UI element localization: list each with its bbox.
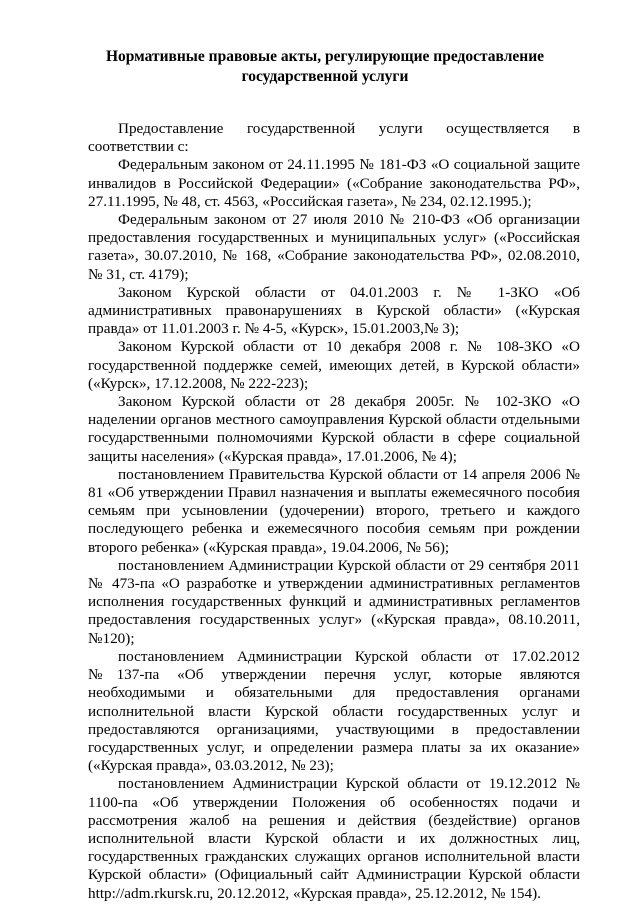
legal-act-paragraph: Законом Курской области от 10 декабря 2008 г. № 108-ЗКО «О государственной поддержке семей, имеющих детей, в Курской области» («Курск», 17.12.2008, № 222-223); bbox=[88, 338, 580, 392]
document-title: Нормативные правовые акты, регулирующие предоставление государственной услуги bbox=[105, 48, 545, 85]
intro-paragraph: Предоставление государственной услуги осуществляется в соответствии с: bbox=[88, 120, 580, 156]
legal-act-paragraph: постановлением Администрации Курской области от 29 сентября 2011 № 473-па «О разработке и утверждении административных регламентов исполнения государственных функций и административных регламентов предоставления государственных услуг» («Курская правда», 08.10.2011, №120); bbox=[88, 556, 580, 647]
legal-act-paragraph: Федеральным законом от 27 июля 2010 № 210-ФЗ «Об организации предоставления государственных и муниципальных услуг» («Российская газета», 30.07.2010, № 168, «Собрание законодательства РФ», 02.08.2010, № 31, ст. 4179); bbox=[88, 211, 580, 283]
document-body bbox=[88, 120, 580, 903]
legal-act-paragraph: Законом Курской области от 28 декабря 2005г. № 102-ЗКО «О наделении органов местного самоуправления Курской области отдельными государственными полномочиями Курской области в сфере социальной защиты населения» («Курская правда», 17.01.2006, № 4); bbox=[88, 393, 580, 465]
legal-act-paragraph: постановлением Администрации Курской области от 17.02.2012 №137-па «Об утверждении перечня услуг, которые являются необходимыми и обязательными для предоставления органами исполнительной власти Курской области государственных услуг и предоставляются организациями, участвующими в предоставлении государственных услуг, и определении размера платы за их оказание» («Курская правда», 03.03.2012, № 23); bbox=[88, 647, 580, 775]
legal-act-paragraph: Законом Курской области от 04.01.2003 г. № 1-ЗКО «Об административных правонарушениях в Курской области» («Курская правда» от 11.01.2003 г. № 4-5, «Курск», 15.01.2003,№ 3); bbox=[88, 283, 580, 338]
legal-act-paragraph: Федеральным законом от 24.11.1995 № 181-ФЗ «О социальной защите инвалидов в Российской Федерации» («Собрание законодательства РФ», 27.11.1995, № 48, ст. 4563, «Российская газета», № 234, 02.12.1995.); bbox=[88, 156, 580, 210]
legal-act-paragraph: постановлением Правительства Курской области от 14 апреля 2006 № 81 «Об утверждении Правил назначения и выплаты ежемесячного пособия семьям при усыновлении (удочерении) второго, третьего и каждого последующего ребенка и ежемесячного пособия семьям при рождении второго ребенка» («Курская правда», 19.04.2006, № 56); bbox=[88, 465, 580, 556]
legal-act-paragraph: постановлением Администрации Курской области от 19.12.2012 № 1100-па «Об утверждении Положения об особенностях подачи и рассмотрения жалоб на решения и действия (бездействие) органов исполнительной власти Курской области и их должностных лиц, государственных гражданских служащих органов исполнительной власти Курской области» (Официальный сайт Администрации Курской области http://adm.rkursk.ru, 20.12.2012, «Курская правда», 25.12.2012, № 154). bbox=[88, 775, 580, 902]
